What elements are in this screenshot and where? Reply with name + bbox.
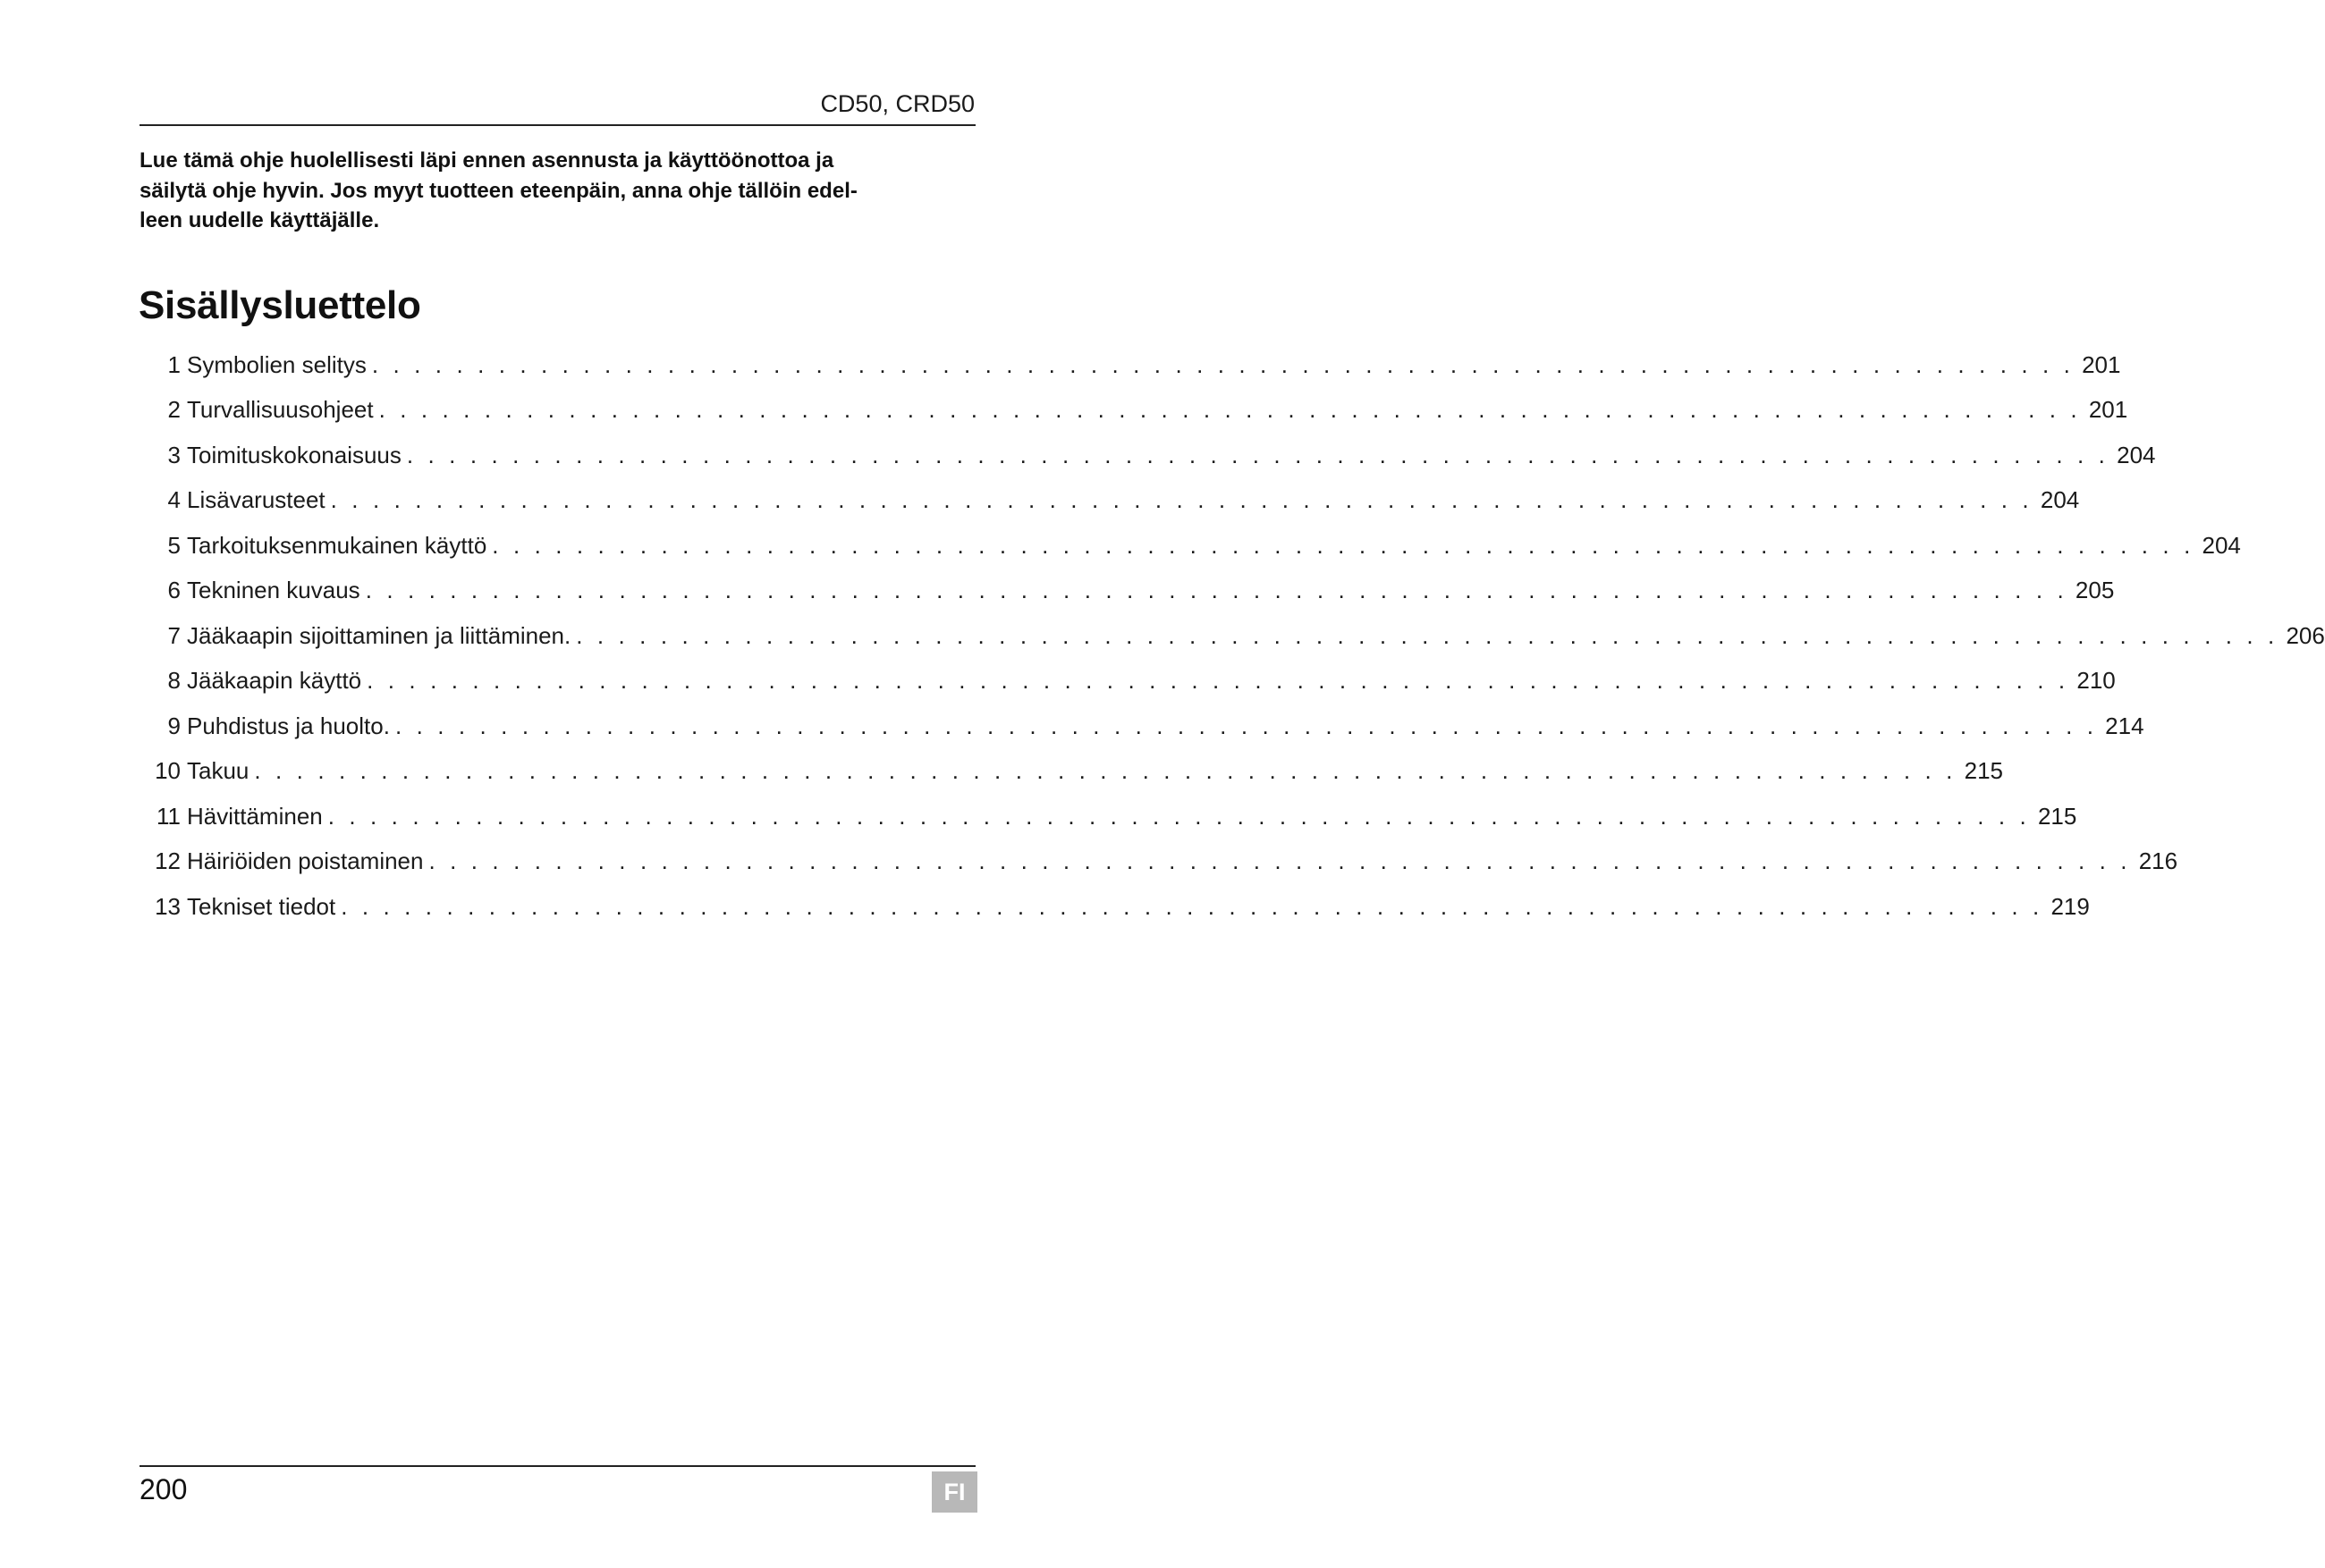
toc-entry-jaakaapin-kaytto[interactable]: [140, 659, 2116, 704]
toc-entry-label: Tekninen kuvaus: [187, 577, 360, 604]
toc-leader-dots: . . . . . . . . . . . . . . . . . . . . . . . . . . . . . . . . . . . . . . . . . . . . . . . . . . . . . . . . . . . . . . . . . . . . . . . . . . . . . . . . .: [378, 396, 2082, 424]
toc-entry-number: 4: [167, 486, 181, 514]
intro-line: Lue tämä ohje huolellisesti läpi ennen asennusta ja käyttöönottoa ja: [140, 148, 834, 173]
footer-divider: [140, 1465, 976, 1467]
header-model-name: CD50, CRD50: [820, 90, 975, 117]
toc-leader-dots: . . . . . . . . . . . . . . . . . . . . . . . . . . . . . . . . . . . . . . . . . . . . . . . . . . . . . . . . . . . . . . . . . . . . . . . . . . . . . . . . .: [254, 757, 1957, 785]
toc-entry-page: 204: [2040, 486, 2080, 514]
toc-entry-page: 214: [2105, 712, 2144, 739]
header-divider: [140, 124, 976, 126]
toc-leader-dots: . . . . . . . . . . . . . . . . . . . . . . . . . . . . . . . . . . . . . . . . . . . . . . . . . . . . . . . . . . . . . . . . . . . . . . . . . . . . . . . . .: [330, 486, 2033, 514]
toc-entry-number: 2: [167, 396, 181, 424]
intro-paragraph: [140, 146, 976, 236]
toc-leader-dots: . . . . . . . . . . . . . . . . . . . . . . . . . . . . . . . . . . . . . . . . . . . . . . . . . . . . . . . . . . . . . . . . . . . . . . . . . . . . . . . . .: [576, 621, 2278, 649]
toc-entry-page: 204: [2202, 531, 2241, 559]
toc-entry-number: 8: [167, 667, 181, 695]
intro-line: säilytä ohje hyvin. Jos myyt tuotteen eteenpäin, anna ohje tällöin edel-: [140, 178, 858, 203]
toc-leader-dots: . . . . . . . . . . . . . . . . . . . . . . . . . . . . . . . . . . . . . . . . . . . . . . . . . . . . . . . . . . . . . . . . . . . . . . . . . . . . . . . . .: [365, 577, 2068, 604]
toc-entry-label: Toimituskokonaisuus: [187, 441, 402, 468]
intro-line: leen uudelle käyttäjälle.: [140, 208, 380, 232]
toc-entry-takuu[interactable]: [140, 749, 2003, 795]
toc-entry-number: 12: [155, 847, 181, 875]
toc-entry-page: 215: [1964, 757, 2003, 785]
toc-entry-page: 219: [2050, 892, 2090, 920]
page-number: 200: [140, 1473, 188, 1505]
toc-entry-label: Jääkaapin sijoittaminen ja liittäminen.: [187, 621, 571, 649]
toc-entry-number: 13: [155, 892, 181, 920]
toc-entry-hairioiden-poistaminen[interactable]: [140, 839, 2178, 885]
toc-entry-label: Hävittäminen: [187, 802, 323, 830]
toc-leader-dots: . . . . . . . . . . . . . . . . . . . . . . . . . . . . . . . . . . . . . . . . . . . . . . . . . . . . . . . . . . . . . . . . . . . . . . . . . . . . . . . . .: [492, 531, 2194, 559]
toc-entry-jaakaapin-sijoittaminen[interactable]: [140, 613, 2325, 659]
toc-entry-number: 10: [155, 757, 181, 785]
toc-entry-label: Symbolien selitys: [187, 350, 367, 378]
toc-entry-number: 5: [167, 531, 181, 559]
toc-leader-dots: . . . . . . . . . . . . . . . . . . . . . . . . . . . . . . . . . . . . . . . . . . . . . . . . . . . . . . . . . . . . . . . . . . . . . . . . . . . . . . . . .: [406, 441, 2109, 468]
toc-entry-number: 6: [167, 577, 181, 604]
toc-leader-dots: . . . . . . . . . . . . . . . . . . . . . . . . . . . . . . . . . . . . . . . . . . . . . . . . . . . . . . . . . . . . . . . . . . . . . . . . . . . . . . . . .: [394, 712, 2098, 739]
toc-entry-puhdistus-ja-huolto[interactable]: [140, 704, 2144, 749]
toc-entry-lisavarusteet[interactable]: [140, 478, 2080, 524]
toc-leader-dots: . . . . . . . . . . . . . . . . . . . . . . . . . . . . . . . . . . . . . . . . . . . . . . . . . . . . . . . . . . . . . . . . . . . . . . . . . . . . . . . . .: [428, 847, 2132, 875]
toc-title: Sisällysluettelo: [139, 283, 421, 327]
toc-entry-label: Jääkaapin käyttö: [187, 667, 362, 695]
toc-leader-dots: . . . . . . . . . . . . . . . . . . . . . . . . . . . . . . . . . . . . . . . . . . . . . . . . . . . . . . . . . . . . . . . . . . . . . . . . . . . . . . . . .: [327, 802, 2031, 830]
toc-entry-page: 201: [2082, 350, 2121, 378]
toc-entry-label: Tekniset tiedot: [187, 892, 336, 920]
toc-entry-page: 210: [2076, 667, 2116, 695]
toc-entry-label: Puhdistus ja huolto.: [187, 712, 390, 739]
toc-entry-page: 216: [2138, 847, 2178, 875]
toc-entry-number: 11: [156, 802, 181, 830]
toc-leader-dots: . . . . . . . . . . . . . . . . . . . . . . . . . . . . . . . . . . . . . . . . . . . . . . . . . . . . . . . . . . . . . . . . . . . . . . . . . . . . . . . . .: [371, 350, 2075, 378]
toc-entry-page: 201: [2088, 396, 2128, 424]
table-of-contents: [140, 342, 2325, 930]
toc-entry-symbolien-selitys[interactable]: [140, 342, 2121, 388]
toc-leader-dots: . . . . . . . . . . . . . . . . . . . . . . . . . . . . . . . . . . . . . . . . . . . . . . . . . . . . . . . . . . . . . . . . . . . . . . . . . . . . . . . . .: [341, 892, 2043, 920]
toc-entry-tekniset-tiedot[interactable]: [140, 884, 2090, 930]
toc-entry-label: Häiriöiden poistaminen: [187, 847, 424, 875]
toc-entry-number: 3: [167, 441, 181, 468]
toc-entry-toimituskokonaisuus[interactable]: [140, 433, 2156, 478]
toc-entry-label: Takuu: [187, 757, 249, 785]
toc-entry-havittaminen[interactable]: [140, 794, 2077, 839]
toc-entry-number: 9: [167, 712, 181, 739]
toc-entry-number: 7: [167, 621, 181, 649]
toc-entry-label: Turvallisuusohjeet: [187, 396, 374, 424]
toc-entry-page: 205: [2075, 577, 2115, 604]
toc-entry-label: Lisävarusteet: [187, 486, 326, 514]
toc-entry-tarkoituksenmukainen-kaytto[interactable]: [140, 523, 2241, 569]
toc-leader-dots: . . . . . . . . . . . . . . . . . . . . . . . . . . . . . . . . . . . . . . . . . . . . . . . . . . . . . . . . . . . . . . . . . . . . . . . . . . . . . . . . .: [367, 667, 2069, 695]
toc-entry-page: 215: [2037, 802, 2077, 830]
toc-entry-page: 206: [2286, 621, 2325, 649]
toc-entry-page: 204: [2117, 441, 2156, 468]
toc-entry-turvallisuusohjeet[interactable]: [140, 388, 2128, 434]
language-badge: FI: [932, 1471, 977, 1513]
toc-entry-tekninen-kuvaus[interactable]: [140, 569, 2115, 614]
toc-entry-label: Tarkoituksenmukainen käyttö: [187, 531, 487, 559]
toc-entry-number: 1: [167, 350, 181, 378]
